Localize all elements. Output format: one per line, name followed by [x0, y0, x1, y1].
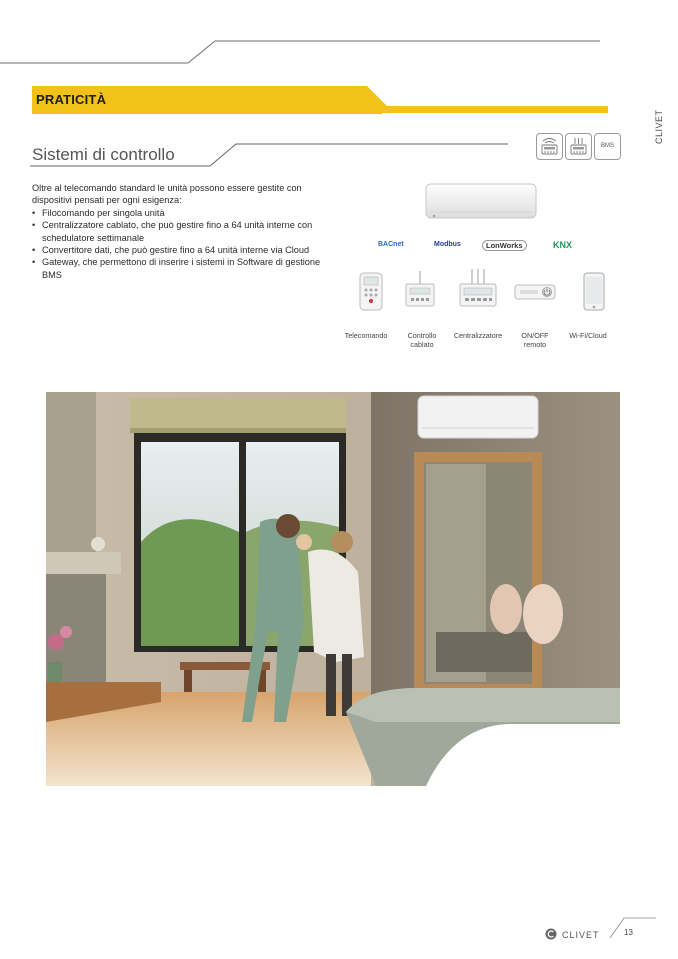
page-number: 13: [624, 928, 633, 937]
intro-paragraph: Oltre al telecomando standard le unità possono essere gestite con dispositivi pensati per ogni esigenza:: [32, 183, 302, 206]
top-decorative-line: [0, 0, 678, 80]
caption-controllo-cablato: Controllo cablato: [407, 331, 437, 349]
caption-wifi-cloud: Wi-Fi/Cloud: [569, 331, 607, 340]
smartphone-icon: [582, 272, 606, 312]
bms-label: BMS: [600, 143, 614, 149]
protocol-modbus: Modbus: [434, 241, 461, 248]
wired-controller-icon: [536, 133, 563, 160]
clivet-logo-icon: [545, 928, 557, 940]
side-brand-label: CLIVET: [654, 109, 664, 144]
protocol-knx: KNX: [553, 240, 573, 250]
caption-on-off-remoto: ON/OFF remoto: [521, 331, 549, 349]
bms-icon: [594, 133, 621, 160]
list-item: • Centralizzatore cablato, che può gestire fino a 64 unità interne con schedulatore settimanale: [42, 219, 322, 244]
section-banner: [32, 86, 608, 114]
centralizer-icon: [565, 133, 592, 160]
feature-list: [32, 207, 322, 281]
protocol-lonworks: LonWorks: [482, 240, 527, 251]
caption-telecomando: Telecomando: [344, 331, 388, 340]
intro-text: [32, 182, 322, 281]
protocol-bacnet: BACnet: [378, 241, 404, 248]
living-room-photo: [46, 392, 620, 786]
list-item: • Gateway, che permettono di inserire i sistemi in Software di gestione BMS: [42, 256, 322, 281]
remote-control-icon: [356, 272, 386, 312]
list-item: • Filocomando per singola unità: [42, 207, 322, 219]
indoor-unit-image: [424, 182, 538, 222]
section-title: Sistemi di controllo: [32, 145, 175, 164]
banner-label: PRATICITÀ: [36, 92, 107, 107]
centralizer-image: [458, 268, 498, 310]
footer-brand: CLIVET: [562, 930, 600, 940]
on-off-switch-icon: [514, 282, 556, 302]
footer-decorative-line: [600, 912, 660, 942]
caption-centralizzatore: Centralizzatore: [453, 331, 503, 340]
list-item: • Convertitore dati, che può gestire fino a 64 unità interne via Cloud: [42, 244, 322, 256]
wired-controller-image: [402, 270, 438, 310]
